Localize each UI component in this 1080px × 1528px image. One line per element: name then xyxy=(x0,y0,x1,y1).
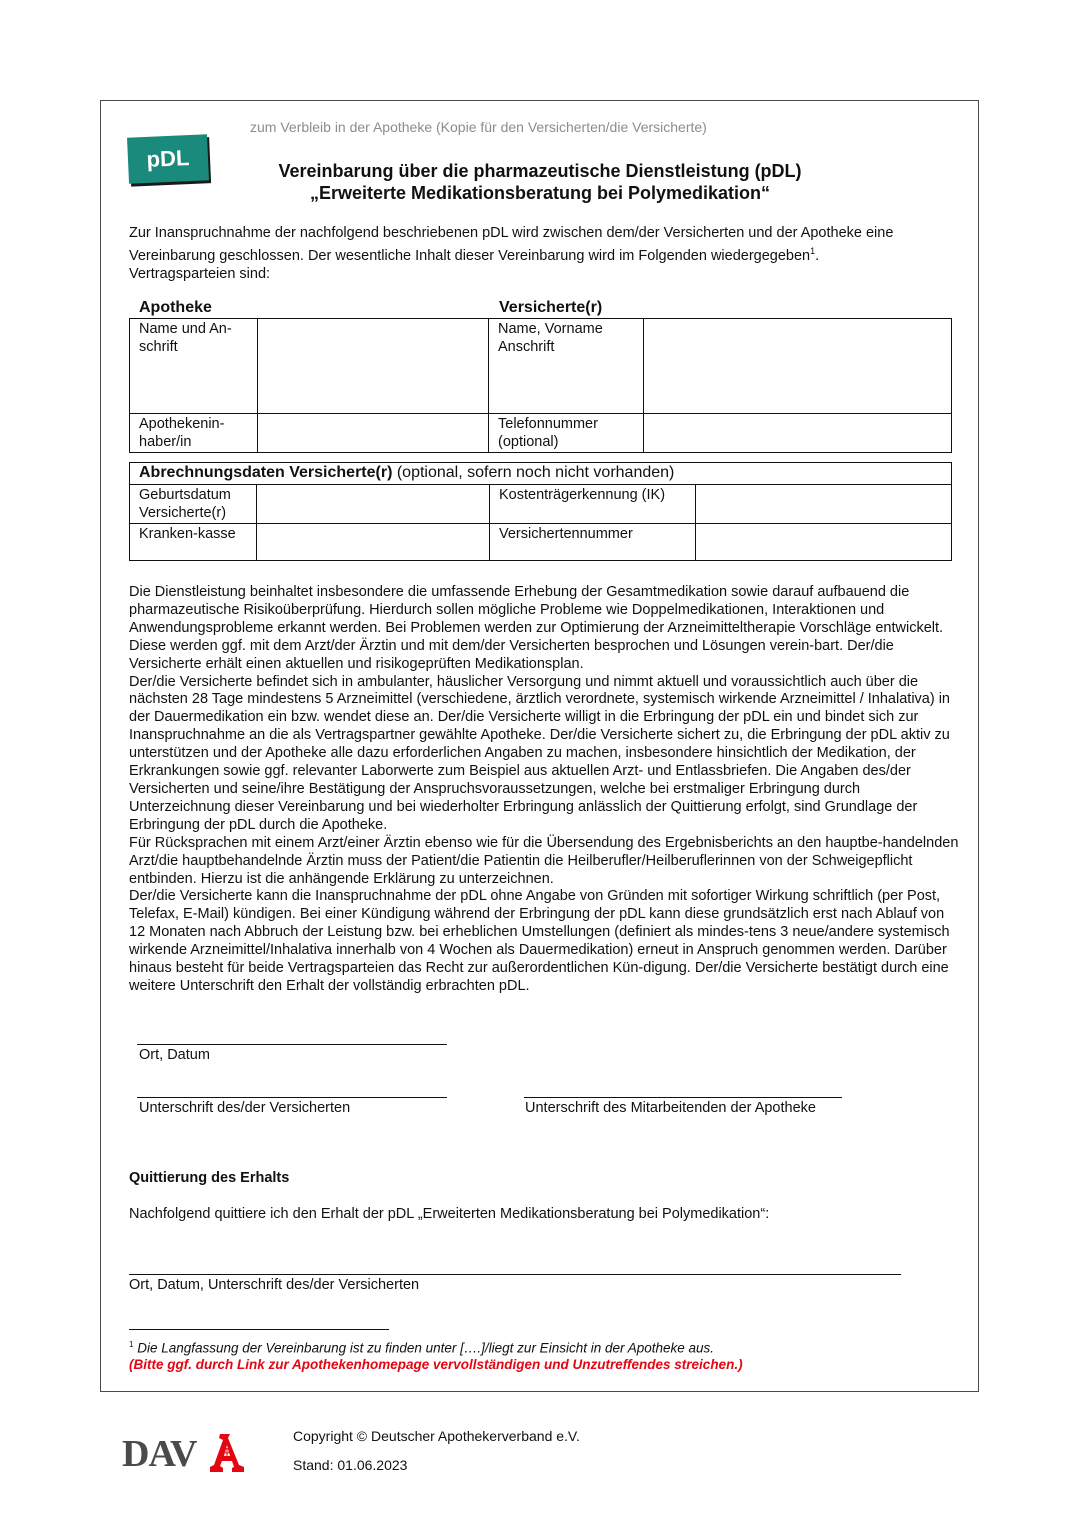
copyright-text: Copyright © Deutscher Apothekerverband e.V. xyxy=(293,1428,580,1444)
body-paragraph: Für Rücksprachen mit einem Arzt/einer Ärztin ebenso wie für die Übersendung des Ergebnisberichts an den hauptbe-handelnden Arzt/die hauptbehandelnde Ärztin muss der Patient/die Patientin die Heilberufler/Heilberuflerinnen von der Schweigepflicht entbinden. Hierzu ist die anhängende Erklärung zu unterzeichnen. xyxy=(129,834,959,887)
footnote-body: Die Langfassung der Vereinbarung ist zu finden unter [….]/liegt zur Einsicht in der Apotheke aus. xyxy=(133,1340,715,1356)
ik-label: Kostenträgerkennung (IK) xyxy=(490,485,696,524)
parties-table xyxy=(129,318,952,453)
footnote-ref: 1 xyxy=(810,246,816,256)
copy-note: zum Verbleib in der Apotheke (Kopie für den Versicherten/die Versicherte) xyxy=(250,119,707,135)
versicherte-heading: Versicherte(r) xyxy=(499,299,603,316)
versicherte-name-label: Name, Vorname Anschrift xyxy=(489,319,644,414)
intro-sentence: Zur Inanspruchnahme der nachfolgend beschriebenen pDL wird zwischen dem/der Versicherten und der Apotheke eine Vereinbarung geschlossen. Der wesentliche Inhalt dieser Vereinbarung wird im Folgenden wiedergegeben xyxy=(129,225,894,264)
mitarbeiter-signature-line[interactable] xyxy=(524,1097,842,1098)
receipt-heading: Quittierung des Erhalts xyxy=(129,1170,290,1186)
billing-header-row xyxy=(130,463,952,485)
geburtsdatum-field[interactable] xyxy=(257,485,490,524)
apotheke-a-icon xyxy=(206,1432,248,1474)
intro-parties-label: Vertragsparteien sind: xyxy=(129,265,271,282)
billing-table xyxy=(129,462,952,561)
dav-logo-text: DAV xyxy=(122,1433,197,1475)
ort-datum-line[interactable] xyxy=(137,1044,447,1045)
apotheke-inhaber-field[interactable] xyxy=(258,414,489,453)
stand-date: Stand: 01.06.2023 xyxy=(293,1457,408,1473)
receipt-signature-line[interactable] xyxy=(129,1274,901,1275)
intro-text xyxy=(129,224,959,283)
page-title xyxy=(230,160,850,204)
mitarbeiter-signature-label: Unterschrift des Mitarbeitenden der Apotheke xyxy=(525,1100,816,1116)
telefon-label: Telefonnummer (optional) xyxy=(489,414,644,453)
intro-period: . xyxy=(815,247,820,264)
footnote-red-note: (Bitte ggf. durch Link zur Apothekenhomepage vervollständigen und Unzutreffendes streichen.) xyxy=(129,1357,743,1372)
footnote-text xyxy=(129,1340,714,1356)
ort-datum-label: Ort, Datum xyxy=(139,1047,210,1063)
pdl-logo xyxy=(127,134,209,183)
body-paragraph: Der/die Versicherte befindet sich in ambulanter, häuslicher Versorgung und nimmt aktuell und voraussichtlich auch über die nächsten 28 Tage mindestens 5 Arzneimittel (verschiedene, ärztlich verordnete, systemisch wirkende Arzneimittel / Inhalativa) in der Dauermedikation ein bzw. wendet diese an. Der/die Versicherte willigt in die Erbringung der pDL ein und bindet sich zur Inanspruchnahme an die als Vertragspartner gewählte Apotheke. Der/die Versicherte sichert zu, die Erbringung der pDL aktiv zu unterstützen und der Apotheke alle dazu erforderlichen Angaben zu machen, insbesondere hinsichtlich der Medikation, der Erkrankungen sowie ggf. relevanter Laborwerte zum Beispiel aus aktuellen Arzt- und Entlassbriefen. Die Angaben des/der Versicherten und seine/ihre Bestätigung der Anspruchsvoraussetzungen, welche bei erstmaliger Erbringung durch Unterzeichnung dieser Vereinbarung und bei wiederholter Erbringung anlässlich der Quittierung erfolgt, sind Grundlage der Erbringung der pDL durch die Apotheke. xyxy=(129,673,950,833)
agreement-body xyxy=(129,584,959,996)
versicherte-signature-line[interactable] xyxy=(137,1097,447,1098)
body-paragraph: Der/die Versicherte kann die Inanspruchnahme der pDL ohne Angabe von Gründen mit sofortiger Wirkung schriftlich (per Post, Telefax, E-Mail) kündigen. Bei einer Kündigung während der Erbringung der pDL kann diese grundsätzlich erst nach Ablauf von 12 Monaten nach Abbruch der Leistung bzw. bei erheblichen Umstellungen (definiert als mindes-tens 3 neue/andere systemisch wirkende Arzneimittel/Inhalativa innerhalb von 4 Wochen als Dauermedikation) erneut in Anspruch genommen werden. Darüber hinaus besteht für beide Vertragsparteien das Recht zur außerordentlichen Kün-digung. Der/die Versicherte bestätigt durch eine weitere Unterschrift den Erhalt der vollständig erbrachten pDL. xyxy=(129,888,950,994)
title-line-1: Vereinbarung über die pharmazeutische Dienstleistung (pDL) xyxy=(278,161,802,181)
title-line-2: „Erweiterte Medikationsberatung bei Polymedikation“ xyxy=(309,183,771,203)
geburtsdatum-label: Geburtsdatum Versicherte(r) xyxy=(130,485,257,524)
footnote-number: 1 xyxy=(129,1340,134,1349)
pdl-logo-text: pDL xyxy=(146,145,190,172)
ik-field[interactable] xyxy=(696,485,952,524)
billing-heading-note: (optional, sofern noch nicht vorhanden) xyxy=(392,464,675,481)
krankenkasse-label: Kranken-kasse xyxy=(130,524,257,561)
billing-heading-bold: Abrechnungsdaten Versicherte(r) xyxy=(139,464,393,481)
table-row xyxy=(130,414,952,453)
telefon-field[interactable] xyxy=(644,414,952,453)
body-paragraph: Die Dienstleistung beinhaltet insbesondere die umfassende Erhebung der Gesamtmedikation sowie darauf aufbauend die pharmazeutische Risikoüberprüfung. Hierdurch sollen mögliche Probleme wie Doppelmedikationen, Interaktionen und Anwendungsprobleme erkannt werden. Bei Problemen werden zur Optimierung der Arzneimitteltherapie Vorschläge entwickelt. Diese werden ggf. mit dem Arzt/der Ärztin und mit dem/der Versicherten besprochen und Lösungen verein-bart. Der/die Versicherte erhält einen aktuellen und risikogeprüften Medikationsplan. xyxy=(129,584,944,672)
table-row xyxy=(130,485,952,524)
versichertennummer-label: Versichertennummer xyxy=(490,524,696,561)
krankenkasse-field[interactable] xyxy=(257,524,490,561)
footnote-divider xyxy=(129,1329,389,1330)
versichertennummer-field[interactable] xyxy=(696,524,952,561)
receipt-text: Nachfolgend quittiere ich den Erhalt der pDL „Erweiterten Medikationsberatung bei Polymedikation“: xyxy=(129,1206,770,1222)
versicherte-signature-label: Unterschrift des/der Versicherten xyxy=(139,1100,351,1116)
versicherte-name-field[interactable] xyxy=(644,319,952,414)
billing-heading xyxy=(130,463,952,485)
apotheke-heading: Apotheke xyxy=(139,299,212,316)
apotheke-inhaber-label: Apothekenin-haber/in xyxy=(130,414,258,453)
apotheke-name-field[interactable] xyxy=(258,319,489,414)
table-row xyxy=(130,524,952,561)
apotheke-name-label: Name und An-schrift xyxy=(130,319,258,414)
table-row xyxy=(130,319,952,414)
receipt-signature-label: Ort, Datum, Unterschrift des/der Versicherten xyxy=(129,1277,420,1293)
